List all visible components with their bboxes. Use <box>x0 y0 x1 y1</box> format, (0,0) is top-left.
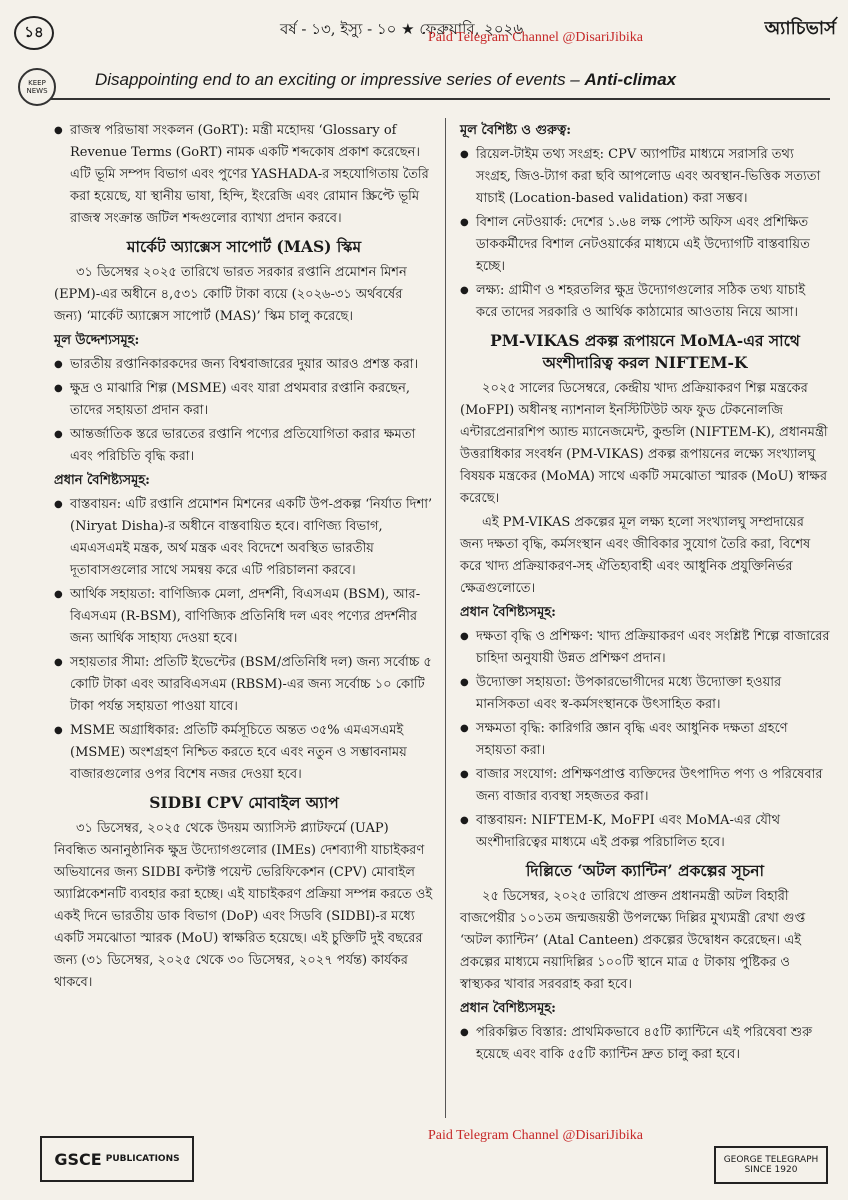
pmvikas-feature-item: ● সক্ষমতা বৃদ্ধি: কারিগরি জ্ঞান বৃদ্ধি এবং আধুনিক দক্ষতা গ্রহণে সহায়তা করা। <box>460 718 830 762</box>
sidbi-feature-item: ● রিয়েল-টাইম তথ্য সংগ্রহ: CPV অ্যাপটির মাধ্যমে সরাসরি তথ্য সংগ্রহ, জিও-ট্যাগ করা ছবি আপলোড এবং অবস্থান-ভিত্তিক সত্যতা যাচাই (Location-based validation) করা সম্ভব। <box>460 144 830 210</box>
gsce-logo-text: GSCE <box>54 1149 102 1169</box>
george-telegraph-sub: SINCE 1920 <box>744 1165 798 1175</box>
sidbi-feature-item: ● বিশাল নেটওয়ার্ক: দেশের ১.৬৪ লক্ষ পোস্ট অফিস এবং প্রশিক্ষিত ডাককর্মীদের বিশাল নেটওয়ার্কের মাধ্যমে এই উদ্যোগটি বাস্তবায়িত হচ্ছে। <box>460 212 830 278</box>
feature-item: ● সহায়তার সীমা: প্রতিটি ইভেন্টের (BSM/প্রতিনিধি দল) জন্য সর্বোচ্চ ৫ কোটি টাকা এবং আরবিএসএম (RBSM)-এর জন্য সর্বোচ্চ ১০ কোটি টাকা পর্যন্ত সহায়তা পাওয়া যাবে। <box>54 652 434 718</box>
sidbi-features-title: মূল বৈশিষ্ট্য ও গুরুত্ব: <box>460 123 572 138</box>
column-divider <box>445 118 446 1118</box>
right-column <box>460 118 830 1068</box>
watermark-top: Paid Telegram Channel @DisariJibika <box>428 30 643 45</box>
page-number: ১৪ <box>14 16 54 50</box>
quote-divider <box>50 60 830 100</box>
watermark-bottom: Paid Telegram Channel @DisariJibika <box>428 1128 643 1143</box>
canteen-title: দিল্লিতে ‘অটল ক্যান্টিন’ প্রকল্পের সূচনা <box>526 861 764 880</box>
keep-news-stamp: KEEP NEWS <box>18 68 56 106</box>
pmvikas-paragraph-2: এই PM-VIKAS প্রকল্পের মূল লক্ষ্য হলো সংখ্যালঘু সম্প্রদায়ের জন্য দক্ষতা বৃদ্ধি, কর্মসংস্থান এবং জীবিকার সুযোগ তৈরি করা, বিশেষ করে খাদ্য প্রক্রিয়াকরণ-সহ ঐতিহ্যবাহী এবং আধুনিক প্রযুক্তিনির্ভর ক্ষেত্রগুলোতে। <box>460 515 811 596</box>
feature-item: ● বাস্তবায়ন: এটি রপ্তানি প্রমোশন মিশনের একটি উপ-প্রকল্প ‘নির্যাত দিশা’ (Niryat Disha)-র অধীনে বাস্তবায়িত হবে। বাণিজ্য বিভাগ, এমএসএমই মন্ত্রক, অর্থ মন্ত্রক এবং বিদেশে অবস্থিত ভারতীয় দূতাবাসগুলোর সাথে সমন্বয় করে এটি পরিচালনা করবে। <box>54 494 434 582</box>
canteen-feature-item: ● পরিকল্পিত বিস্তার: প্রাথমিকভাবে ৪৫টি ক্যান্টিনে এই পরিষেবা শুরু হয়েছে এবং বাকি ৫৫টি ক্যান্টিন দ্রুত চালু করা হবে। <box>460 1022 830 1066</box>
feature-item: ● MSME অগ্রাধিকার: প্রতিটি কর্মসূচিতে অন্তত ৩৫% এমএসএমই (MSME) অংশগ্রহণ নিশ্চিত করতে হবে এবং নতুন ও সম্ভাবনাময় বাজারগুলোর ওপর বিশেষ নজর দেওয়া হবে। <box>54 720 434 786</box>
feature-item: ● আর্থিক সহায়তা: বাণিজ্যিক মেলা, প্রদর্শনী, বিএসএম (BSM), আর-বিএসএম (R-BSM), বাণিজ্যিক প্রতিনিধি দল এবং পণ্যের প্রদর্শনীর জন্য আর্থিক সাহায্য দেওয়া হবে। <box>54 584 434 650</box>
pmvikas-feature-item: ● উদ্যোক্তা সহায়তা: উপকারভোগীদের মধ্যে উদ্যোক্তা হওয়ার মানসিকতা এবং স্ব-কর্মসংস্থানকে উৎসাহিত করা। <box>460 672 830 716</box>
left-column <box>54 118 434 996</box>
objective-item: ● আন্তর্জাতিক স্তরে ভারতের রপ্তানি পণ্যের প্রতিযোগিতা করার ক্ষমতা এবং পরিচিতি বৃদ্ধি করা। <box>54 424 434 468</box>
george-telegraph-logo <box>714 1146 828 1184</box>
canteen-features-title: প্রধান বৈশিষ্ট্যসমূহ: <box>460 1001 556 1016</box>
sidbi-title: SIDBI CPV মোবাইল অ্যাপ <box>149 793 339 812</box>
gsce-logo-sub: PUBLICATIONS <box>105 1154 180 1164</box>
objectives-title: মূল উদ্দেশ্যসমূহ: <box>54 333 140 348</box>
sidbi-feature-item: ● লক্ষ্য: গ্রামীণ ও শহরতলির ক্ষুদ্র উদ্যোগগুলোর সঠিক তথ্য যাচাই করে তাদের সরকারি ও আর্থিক কাঠামোর আওতায় নিয়ে আসা। <box>460 280 830 324</box>
mas-paragraph: ৩১ ডিসেম্বর ২০২৫ তারিখে ভারত সরকার রপ্তানি প্রমোশন মিশন (EPM)-এর অধীনে ৪,৫৩১ কোটি টাকা ব্যয়ে (২০২৬-৩১ অর্থবর্ষের জন্য) ‘মার্কেট অ্যাক্সেস সাপোর্ট (MAS)’ স্কিম চালু করেছে। <box>54 265 407 324</box>
quote-text: Disappointing end to an exciting or impressive series of events – <box>95 70 585 89</box>
pmvikas-paragraph-1: ২০২৫ সালের ডিসেম্বরে, কেন্দ্রীয় খাদ্য প্রক্রিয়াকরণ শিল্প মন্ত্রকের (MoFPI) অধীনস্থ ন্যাশনাল ইনস্টিটিউট অফ ফুড টেকনোলজি এন্টারপ্রেনারশিপ অ্যান্ড ম্যানেজমেন্ট, কুন্ডলি (NIFTEM-K), প্রধানমন্ত্রী উত্তরাধিকার সংবর্ধন (PM-VIKAS) প্রকল্প রূপায়নের লক্ষ্যে সংখ্যালঘু বিষয়ক মন্ত্রকের (MoMA) সাথে একটি সমঝোতা স্মারক (MoU) স্বাক্ষর করেছে। <box>460 381 828 506</box>
objective-item: ● ভারতীয় রপ্তানিকারকদের জন্য বিশ্ববাজারের দুয়ার আরও প্রশস্ত করা। <box>54 354 434 376</box>
sidbi-paragraph: ৩১ ডিসেম্বর, ২০২৫ থেকে উদয়ম অ্যাসিস্ট প্ল্যাটফর্মে (UAP) নিবন্ধিত অনানুষ্ঠানিক ক্ষুদ্র উদ্যোগগুলোর (IMEs) দেশব্যাপী যাচাইকরণ অভিযানের জন্য SIDBI কন্টাক্ট পয়েন্ট ভেরিফিকেশন (CPV) মোবাইল অ্যাপ্লিকেশনটি ব্যবহার করা হচ্ছে। এই যাচাইকরণ প্রক্রিয়া সম্পন্ন করতে ওই একই দিনে ভারতীয় ডাক বিভাগ (DoP) এবং সিডবি (SIDBI)-র মধ্যে একটি সমঝোতা স্মারক (MoU) স্বাক্ষরিত হয়েছে। এই চুক্তিটি দুই বছরের জন্য (৩১ ডিসেম্বর, ২০২৫ থেকে ৩০ ডিসেম্বর, ২০২৭ পর্যন্ত) কার্যকর থাকবে। <box>54 821 433 990</box>
mas-title: মার্কেট অ্যাক্সেস সাপোর্ট (MAS) স্কিম <box>126 237 362 256</box>
objective-item: ● ক্ষুদ্র ও মাঝারি শিল্প (MSME) এবং যারা প্রথমবার রপ্তানি করছেন, তাদের সহায়তা প্রদান করা। <box>54 378 434 422</box>
gort-bullet: ● রাজস্ব পরিভাষা সংকলন (GoRT): মন্ত্রী মহোদয় ‘Glossary of Revenue Terms (GoRT) নামক একটি শব্দকোষ প্রকাশ করেছেন। এটি ভূমি সম্পদ বিভাগ এবং পুণের YASHADA-র সহযোগিতায় তৈরি করা হয়েছে, যা স্থানীয় ভাষা, হিন্দি, ইংরেজি এবং রোমান স্ক্রিপ্টে ভূমি রাজস্ব সংক্রান্ত জটিল শব্দগুলোর ব্যাখ্যা প্রদান করবে। <box>54 120 434 230</box>
gsce-logo <box>40 1136 194 1182</box>
brand-logo: অ্যাচিভার্স <box>764 18 836 39</box>
pmvikas-feature-item: ● দক্ষতা বৃদ্ধি ও প্রশিক্ষণ: খাদ্য প্রক্রিয়াকরণ এবং সংশ্লিষ্ট শিল্পে বাজারের চাহিদা অনুযায়ী উন্নত প্রশিক্ষণ প্রদান। <box>460 626 830 670</box>
george-telegraph-text: GEORGE TELEGRAPH <box>723 1155 819 1165</box>
pmvikas-feature-item: ● বাস্তবায়ন: NIFTEM-K, MoFPI এবং MoMA-এর যৌথ অংশীদারিত্বের মাধ্যমে এই প্রকল্প পরিচালিত হবে। <box>460 810 830 854</box>
issue-line: বর্ষ - ১৩, ইস্যু - ১০ ★ ফেব্রুয়ারি, ২০২৬ <box>280 20 524 38</box>
pmvikas-feature-item: ● বাজার সংযোগ: প্রশিক্ষণপ্রাপ্ত ব্যক্তিদের উৎপাদিত পণ্য ও পরিষেবার জন্য বাজার ব্যবস্থা সহজতর করা। <box>460 764 830 808</box>
pmvikas-title: PM-VIKAS প্রকল্প রূপায়নে MoMA-এর সাথে অংশীদারিত্ব করল NIFTEM-K <box>490 331 800 372</box>
pmvikas-features-title: প্রধান বৈশিষ্ট্যসমূহ: <box>460 605 556 620</box>
quote-term: Anti-climax <box>584 70 677 89</box>
features-title: প্রধান বৈশিষ্ট্যসমূহ: <box>54 473 150 488</box>
canteen-paragraph: ২৫ ডিসেম্বর, ২০২৫ তারিখে প্রাক্তন প্রধানমন্ত্রী অটল বিহারী বাজপেয়ীর ১০১তম জন্মজয়ন্তী উপলক্ষ্যে দিল্লির মুখ্যমন্ত্রী রেখা গুপ্ত ‘অটল ক্যান্টিন’ (Atal Canteen) প্রকল্পের উদ্বোধন করেছেন। এই প্রকল্পের মাধ্যমে নয়াদিল্লির ১০০টি স্থানে মাত্র ৫ টাকায় পুষ্টিকর ও স্বাস্থ্যকর খাবার সরবরাহ করা হবে। <box>460 889 806 992</box>
